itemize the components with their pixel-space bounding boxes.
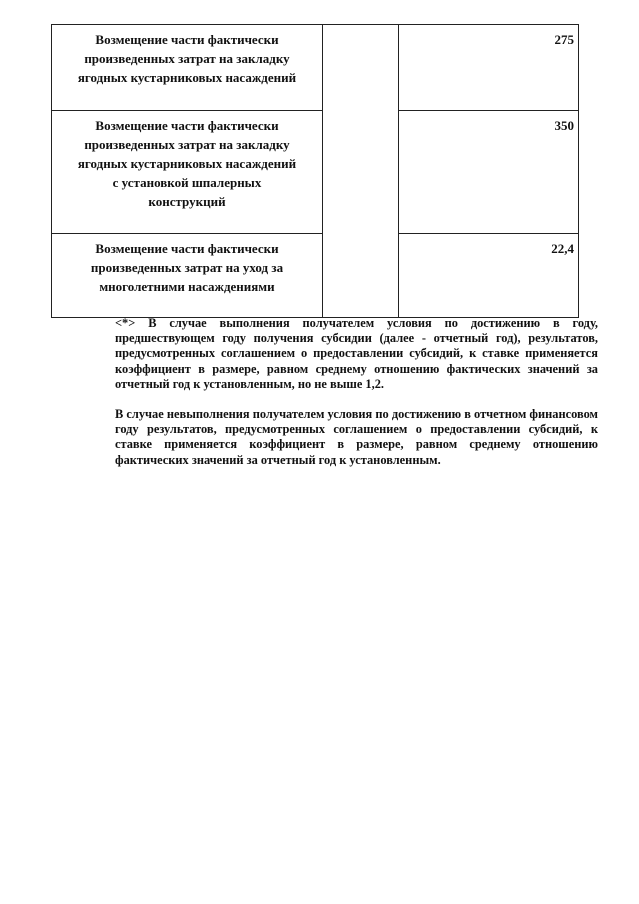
row-value: 275 xyxy=(554,32,574,47)
notes-section xyxy=(115,316,598,483)
row-value: 22,4 xyxy=(551,241,574,256)
body-paragraph: В случае невыполнения получателем условия по достижению в отчетном финансовом году результатов, предусмотренных соглашением о предоставлении субсидий, к ставке применяется коэффициент в размере, равном среднему отношению фактических значений за отчетный год к установленным. xyxy=(115,407,598,467)
rates-table xyxy=(51,24,579,318)
row-value: 350 xyxy=(554,118,574,133)
table-row xyxy=(52,25,579,111)
footnote-paragraph: <*> В случае выполнения получателем условия по достижению в году, предшествующем году получения субсидии (далее - отчетный год), результатов, предусмотренных соглашением о предоставлении субсидий, к ставке применяется коэффициент в размере, равном среднему отношению фактических значений за отчетный год к установленным, но не выше 1,2. xyxy=(115,316,598,391)
row-description-cell xyxy=(52,234,323,318)
table-row xyxy=(52,111,579,234)
row-description: Возмещение части фактически произведенных затрат на закладку ягодных кустарниковых насаждений с установкой шпалерных конструкций xyxy=(77,118,297,209)
row-value-cell xyxy=(399,25,579,111)
row-description-cell xyxy=(52,25,323,111)
empty-cell xyxy=(323,111,399,234)
row-description: Возмещение части фактически произведенных затрат на уход за многолетними насаждениями xyxy=(90,241,284,294)
table-row xyxy=(52,234,579,318)
row-value-cell xyxy=(399,111,579,234)
row-value-cell xyxy=(399,234,579,318)
row-description-cell xyxy=(52,111,323,234)
empty-cell xyxy=(323,25,399,111)
empty-cell xyxy=(323,234,399,318)
row-description: Возмещение части фактически произведенных затрат на закладку ягодных кустарниковых насаждений xyxy=(77,32,297,85)
